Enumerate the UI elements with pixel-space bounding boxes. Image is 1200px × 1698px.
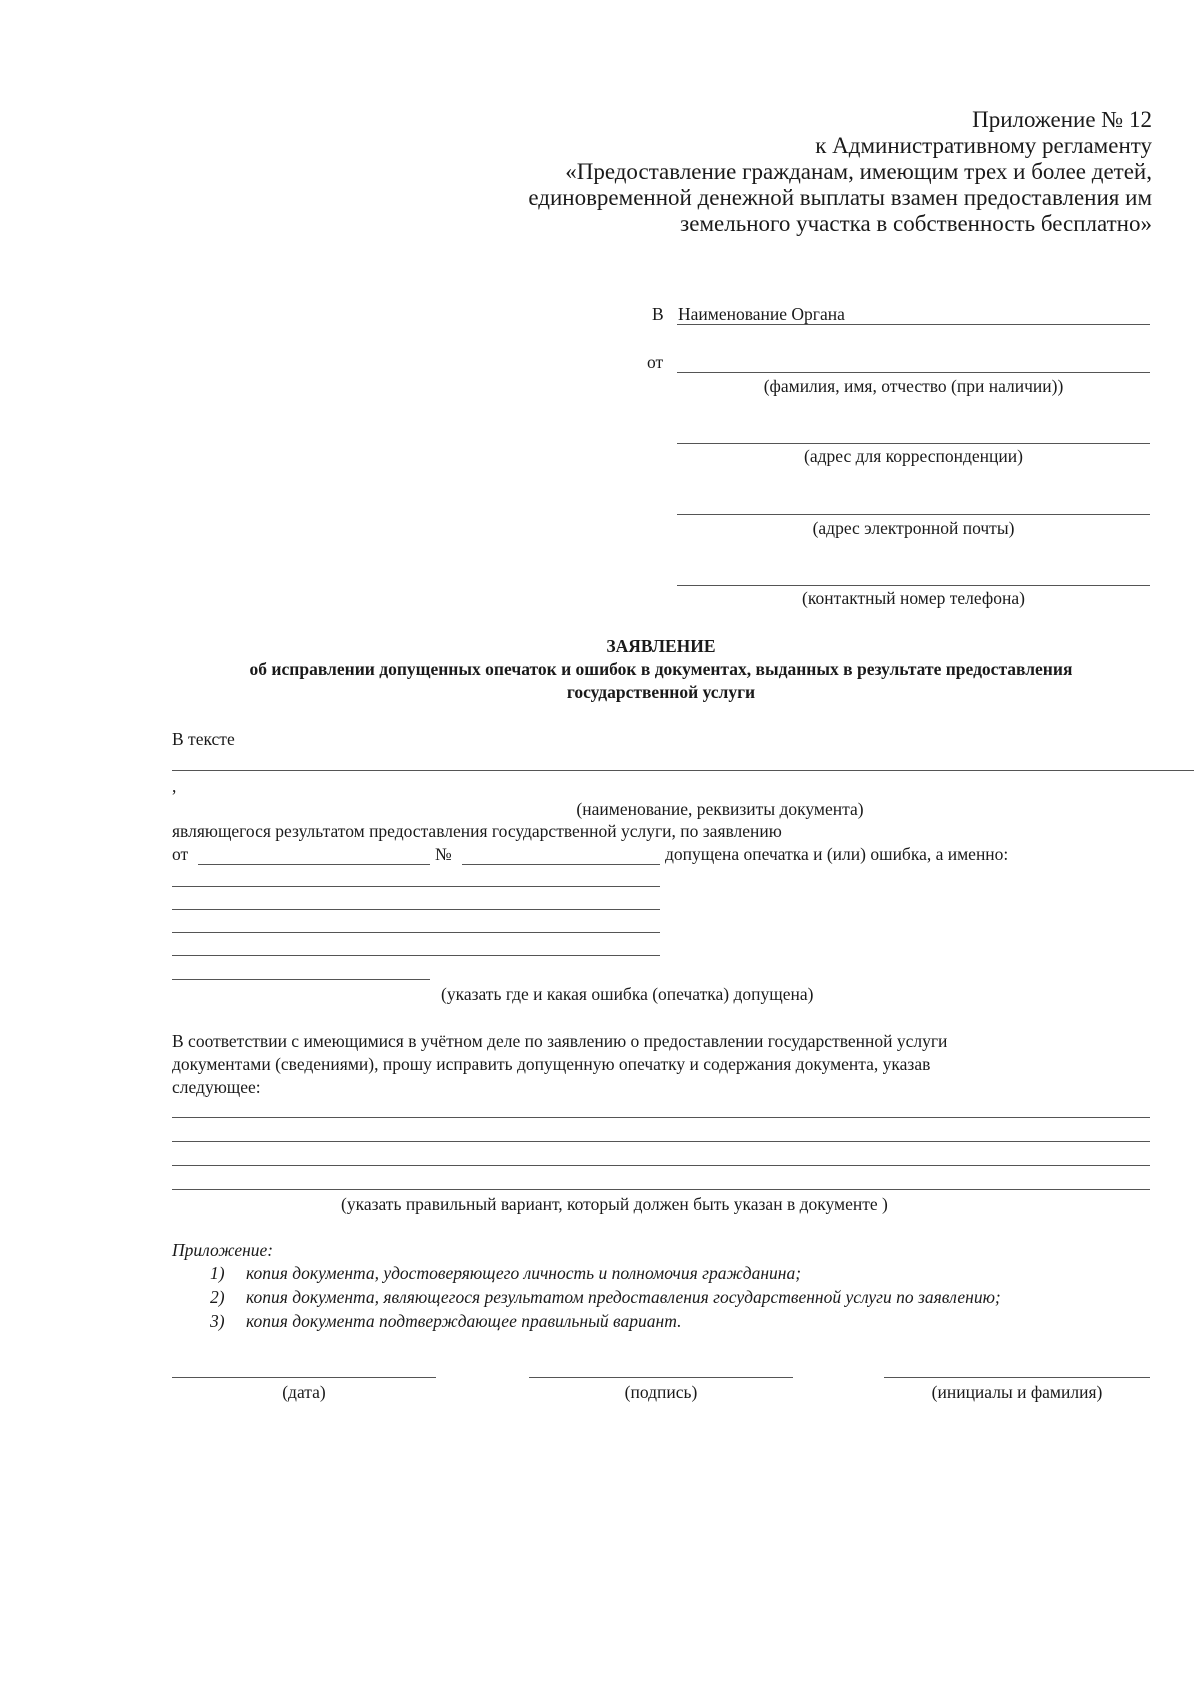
document-title: ЗАЯВЛЕНИЕ <box>606 636 716 656</box>
correction-paragraph-line-3: следующее: <box>172 1077 261 1097</box>
date-caption: (дата) <box>282 1382 326 1402</box>
phone-caption: (контактный номер телефона) <box>802 588 1025 608</box>
attachment-item-1: копия документа, удостоверяющего личность и полномочия гражданина; <box>246 1263 802 1283</box>
to-prefix: В <box>652 304 664 324</box>
number-label: № <box>435 844 452 864</box>
application-date-line[interactable] <box>198 864 430 865</box>
email-field-line[interactable] <box>677 514 1150 515</box>
error-line-1[interactable] <box>172 886 660 887</box>
attachment-number-1: 1) <box>210 1263 225 1283</box>
fio-caption: (фамилия, имя, отчество (при наличии)) <box>763 376 1064 396</box>
result-statement: являющегося результатом предоставления государственной услуги, по заявлению <box>172 821 782 841</box>
document-subtitle-line-1: об исправлении допущенных опечаток и ошибок в документах, выданных в результате предоставления <box>249 659 1073 679</box>
regulation-title-line-3: земельного участка в собственность бесплатно» <box>680 211 1152 236</box>
error-line-5[interactable] <box>172 979 430 980</box>
regulation-reference: к Административному регламенту <box>815 133 1152 158</box>
appendix-number: Приложение № 12 <box>972 107 1152 132</box>
error-line-4[interactable] <box>172 955 660 956</box>
in-text-label: В тексте <box>172 729 235 749</box>
error-caption: (указать где и какая ошибка (опечатка) допущена) <box>441 984 814 1004</box>
organ-name: Наименование Органа <box>678 304 845 324</box>
phone-field-line[interactable] <box>677 585 1150 586</box>
signature-line[interactable] <box>529 1377 793 1378</box>
regulation-title-line-1: «Предоставление гражданам, имеющим трех и более детей, <box>565 159 1152 184</box>
correction-paragraph-line-1: В соответствии с имеющимися в учётном деле по заявлению о предоставлении государственной услуги <box>172 1031 948 1051</box>
correction-paragraph-line-2: документами (сведениями), прошу исправить допущенную опечатку и содержания документа, указав <box>172 1054 931 1074</box>
attachments-title: Приложение: <box>172 1240 274 1260</box>
attachment-item-3: копия документа подтверждающее правильный вариант. <box>246 1311 682 1331</box>
name-caption: (инициалы и фамилия) <box>931 1382 1103 1402</box>
address-field-line[interactable] <box>677 443 1150 444</box>
comma-mark: , <box>172 776 177 796</box>
from-date-label: от <box>172 844 189 864</box>
document-name-line[interactable] <box>172 770 1194 771</box>
fio-field-line[interactable] <box>677 372 1150 373</box>
regulation-title-line-2: единовременной денежной выплаты взамен предоставления им <box>528 185 1152 210</box>
error-statement: допущена опечатка и (или) ошибка, а именно: <box>665 844 1009 864</box>
organ-field-line[interactable] <box>677 324 1150 325</box>
attachment-number-2: 2) <box>210 1287 225 1307</box>
error-line-3[interactable] <box>172 932 660 933</box>
address-caption: (адрес для корреспонденции) <box>804 446 1023 466</box>
document-subtitle-line-2: государственной услуги <box>566 682 756 702</box>
attachment-number-3: 3) <box>210 1311 225 1331</box>
correct-variant-line-1[interactable] <box>172 1117 1150 1118</box>
correct-variant-line-3[interactable] <box>172 1165 1150 1166</box>
correct-variant-caption: (указать правильный вариант, который должен быть указан в документе ) <box>341 1194 888 1214</box>
from-prefix: от <box>647 352 664 372</box>
name-signature-line[interactable] <box>884 1377 1150 1378</box>
email-caption: (адрес электронной почты) <box>812 518 1015 538</box>
signature-caption: (подпись) <box>624 1382 698 1402</box>
document-caption: (наименование, реквизиты документа) <box>576 799 864 819</box>
attachment-item-2: копия документа, являющегося результатом предоставления государственной услуги по заявлению; <box>246 1287 1001 1307</box>
error-line-2[interactable] <box>172 909 660 910</box>
correct-variant-line-2[interactable] <box>172 1141 1150 1142</box>
date-signature-line[interactable] <box>172 1377 436 1378</box>
application-number-line[interactable] <box>462 864 660 865</box>
correct-variant-line-4[interactable] <box>172 1189 1150 1190</box>
